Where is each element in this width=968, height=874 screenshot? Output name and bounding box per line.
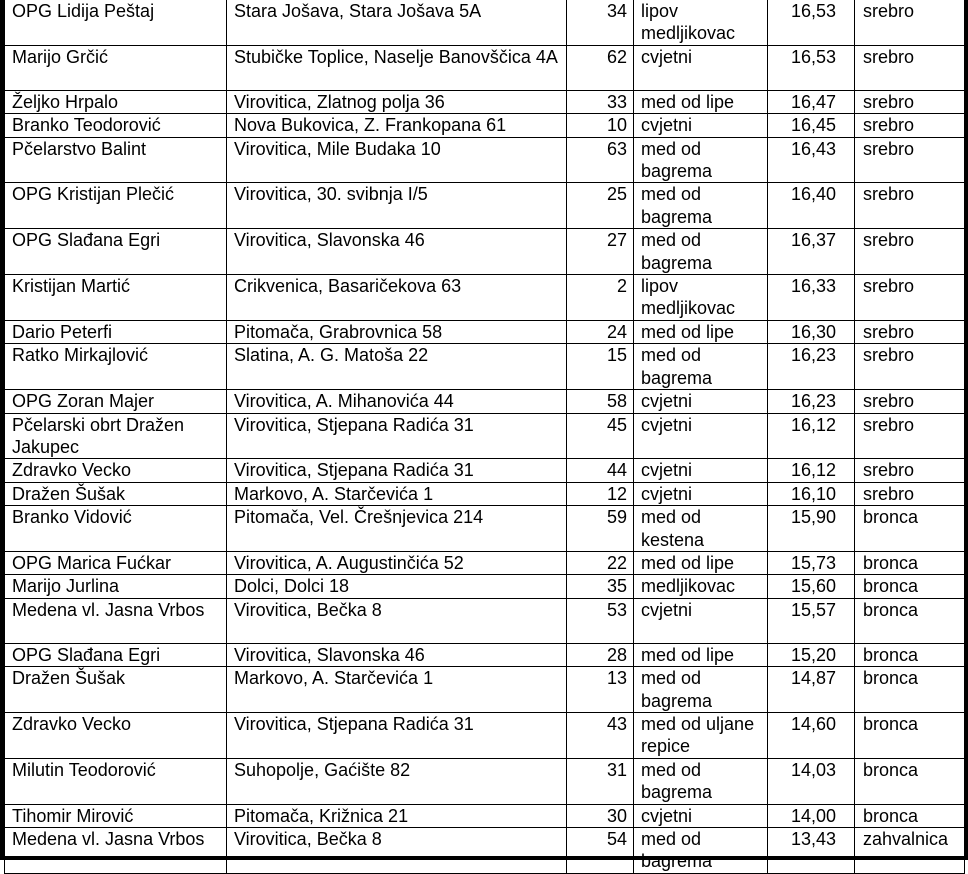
- address-cell: Virovitica, Bečka 8: [227, 598, 567, 643]
- exhibitor-name-cell: Branko Teodorović: [5, 114, 227, 137]
- table-row: [5, 229, 965, 275]
- table-row: [5, 0, 965, 45]
- award-cell: srebro: [855, 229, 965, 275]
- address-cell: Virovitica, Stjepana Radića 31: [227, 413, 567, 459]
- address-cell: Virovitica, A. Augustinčića 52: [227, 551, 567, 574]
- table-row: [5, 643, 965, 666]
- sample-number-cell: 34: [567, 0, 634, 45]
- sample-number-cell: 58: [567, 390, 634, 413]
- award-cell: srebro: [855, 413, 965, 459]
- award-cell: bronca: [855, 804, 965, 827]
- score-cell: 16,23: [768, 390, 855, 413]
- results-table: [4, 0, 965, 874]
- honey-type-cell: cvjetni: [634, 45, 768, 90]
- sample-number-cell: 30: [567, 804, 634, 827]
- exhibitor-name-cell: OPG Lidija Peštaj: [5, 0, 227, 45]
- honey-type-cell: med od bagrema: [634, 828, 768, 874]
- award-cell: bronca: [855, 575, 965, 598]
- address-cell: Virovitica, Slavonska 46: [227, 229, 567, 275]
- address-cell: Dolci, Dolci 18: [227, 575, 567, 598]
- honey-type-cell: cvjetni: [634, 598, 768, 643]
- table-row: [5, 551, 965, 574]
- sample-number-cell: 25: [567, 183, 634, 229]
- score-cell: 14,60: [768, 712, 855, 758]
- sample-number-cell: 54: [567, 828, 634, 874]
- award-cell: srebro: [855, 390, 965, 413]
- honey-type-cell: med od bagrema: [634, 183, 768, 229]
- exhibitor-name-cell: Tihomir Mirović: [5, 804, 227, 827]
- award-cell: srebro: [855, 90, 965, 113]
- award-cell: srebro: [855, 0, 965, 45]
- award-cell: bronca: [855, 598, 965, 643]
- sample-number-cell: 53: [567, 598, 634, 643]
- score-cell: 14,00: [768, 804, 855, 827]
- sample-number-cell: 13: [567, 667, 634, 713]
- score-cell: 16,37: [768, 229, 855, 275]
- sample-number-cell: 33: [567, 90, 634, 113]
- table-row: [5, 275, 965, 321]
- exhibitor-name-cell: Dražen Šušak: [5, 667, 227, 713]
- address-cell: Slatina, A. G. Matoša 22: [227, 344, 567, 390]
- exhibitor-name-cell: Milutin Teodorović: [5, 758, 227, 804]
- sample-number-cell: 31: [567, 758, 634, 804]
- score-cell: 14,03: [768, 758, 855, 804]
- sample-number-cell: 28: [567, 643, 634, 666]
- sample-number-cell: 43: [567, 712, 634, 758]
- score-cell: 16,23: [768, 344, 855, 390]
- honey-type-cell: med od lipe: [634, 90, 768, 113]
- honey-type-cell: med od kestena: [634, 506, 768, 552]
- score-cell: 16,45: [768, 114, 855, 137]
- exhibitor-name-cell: Pčelarstvo Balint: [5, 137, 227, 183]
- award-cell: zahvalnica: [855, 828, 965, 874]
- sample-number-cell: 62: [567, 45, 634, 90]
- exhibitor-name-cell: OPG Slađana Egri: [5, 643, 227, 666]
- sample-number-cell: 44: [567, 459, 634, 482]
- address-cell: Virovitica, Mile Budaka 10: [227, 137, 567, 183]
- exhibitor-name-cell: Branko Vidović: [5, 506, 227, 552]
- honey-type-cell: med od lipe: [634, 551, 768, 574]
- sample-number-cell: 12: [567, 482, 634, 505]
- table-row: [5, 506, 965, 552]
- award-cell: srebro: [855, 344, 965, 390]
- table-row: [5, 828, 965, 874]
- table-row: [5, 413, 965, 459]
- table-row: [5, 137, 965, 183]
- award-cell: bronca: [855, 712, 965, 758]
- exhibitor-name-cell: OPG Kristijan Plečić: [5, 183, 227, 229]
- table-row: [5, 667, 965, 713]
- honey-type-cell: cvjetni: [634, 459, 768, 482]
- exhibitor-name-cell: Ratko Mirkajlović: [5, 344, 227, 390]
- sample-number-cell: 63: [567, 137, 634, 183]
- address-cell: Virovitica, Stjepana Radića 31: [227, 712, 567, 758]
- score-cell: 15,20: [768, 643, 855, 666]
- award-cell: srebro: [855, 459, 965, 482]
- address-cell: Pitomača, Grabrovnica 58: [227, 320, 567, 343]
- score-cell: 16,12: [768, 413, 855, 459]
- table-row: [5, 758, 965, 804]
- honey-type-cell: lipov medljikovac: [634, 275, 768, 321]
- honey-type-cell: cvjetni: [634, 482, 768, 505]
- table-row: [5, 45, 965, 90]
- award-cell: bronca: [855, 506, 965, 552]
- table-row: [5, 183, 965, 229]
- address-cell: Nova Bukovica, Z. Frankopana 61: [227, 114, 567, 137]
- sample-number-cell: 35: [567, 575, 634, 598]
- sample-number-cell: 27: [567, 229, 634, 275]
- sample-number-cell: 15: [567, 344, 634, 390]
- sample-number-cell: 24: [567, 320, 634, 343]
- exhibitor-name-cell: Medena vl. Jasna Vrbos: [5, 598, 227, 643]
- exhibitor-name-cell: Dražen Šušak: [5, 482, 227, 505]
- address-cell: Virovitica, A. Mihanovića 44: [227, 390, 567, 413]
- address-cell: Suhopolje, Gaćište 82: [227, 758, 567, 804]
- award-cell: srebro: [855, 275, 965, 321]
- award-cell: srebro: [855, 320, 965, 343]
- address-cell: Pitomača, Vel. Črešnjevica 214: [227, 506, 567, 552]
- score-cell: 15,90: [768, 506, 855, 552]
- table-row: [5, 712, 965, 758]
- honey-type-cell: cvjetni: [634, 114, 768, 137]
- score-cell: 16,40: [768, 183, 855, 229]
- score-cell: 16,43: [768, 137, 855, 183]
- table-row: [5, 390, 965, 413]
- table-row: [5, 90, 965, 113]
- honey-type-cell: med od lipe: [634, 320, 768, 343]
- exhibitor-name-cell: Marijo Jurlina: [5, 575, 227, 598]
- address-cell: Virovitica, Stjepana Radića 31: [227, 459, 567, 482]
- table-row: [5, 114, 965, 137]
- honey-type-cell: med od lipe: [634, 643, 768, 666]
- exhibitor-name-cell: Pčelarski obrt Dražen Jakupec: [5, 413, 227, 459]
- score-cell: 16,47: [768, 90, 855, 113]
- honey-type-cell: cvjetni: [634, 390, 768, 413]
- exhibitor-name-cell: Željko Hrpalo: [5, 90, 227, 113]
- table-row: [5, 344, 965, 390]
- table-row: [5, 482, 965, 505]
- address-cell: Crikvenica, Basaričekova 63: [227, 275, 567, 321]
- award-cell: srebro: [855, 183, 965, 229]
- sample-number-cell: 22: [567, 551, 634, 574]
- exhibitor-name-cell: Zdravko Vecko: [5, 712, 227, 758]
- honey-type-cell: med od uljane repice: [634, 712, 768, 758]
- exhibitor-name-cell: Medena vl. Jasna Vrbos: [5, 828, 227, 874]
- sample-number-cell: 59: [567, 506, 634, 552]
- score-cell: 16,30: [768, 320, 855, 343]
- award-cell: bronca: [855, 643, 965, 666]
- score-cell: 16,12: [768, 459, 855, 482]
- exhibitor-name-cell: Zdravko Vecko: [5, 459, 227, 482]
- score-cell: 16,53: [768, 0, 855, 45]
- address-cell: Virovitica, 30. svibnja I/5: [227, 183, 567, 229]
- table-row: [5, 804, 965, 827]
- table-row: [5, 320, 965, 343]
- table-row: [5, 598, 965, 643]
- address-cell: Markovo, A. Starčevića 1: [227, 482, 567, 505]
- score-cell: 15,57: [768, 598, 855, 643]
- award-cell: bronca: [855, 667, 965, 713]
- address-cell: Virovitica, Zlatnog polja 36: [227, 90, 567, 113]
- award-cell: srebro: [855, 45, 965, 90]
- award-cell: bronca: [855, 551, 965, 574]
- address-cell: Virovitica, Bečka 8: [227, 828, 567, 874]
- sample-number-cell: 45: [567, 413, 634, 459]
- score-cell: 15,60: [768, 575, 855, 598]
- honey-type-cell: med od bagrema: [634, 229, 768, 275]
- sample-number-cell: 2: [567, 275, 634, 321]
- honey-type-cell: medljikovac: [634, 575, 768, 598]
- exhibitor-name-cell: OPG Slađana Egri: [5, 229, 227, 275]
- score-cell: 16,53: [768, 45, 855, 90]
- honey-type-cell: cvjetni: [634, 804, 768, 827]
- address-cell: Stubičke Toplice, Naselje Banovščica 4A: [227, 45, 567, 90]
- score-cell: 15,73: [768, 551, 855, 574]
- sample-number-cell: 10: [567, 114, 634, 137]
- award-cell: srebro: [855, 114, 965, 137]
- score-cell: 16,33: [768, 275, 855, 321]
- table-row: [5, 575, 965, 598]
- score-cell: 16,10: [768, 482, 855, 505]
- exhibitor-name-cell: OPG Marica Fućkar: [5, 551, 227, 574]
- honey-type-cell: med od bagrema: [634, 137, 768, 183]
- score-cell: 14,87: [768, 667, 855, 713]
- honey-type-cell: lipov medljikovac: [634, 0, 768, 45]
- honey-type-cell: med od bagrema: [634, 667, 768, 713]
- address-cell: Pitomača, Križnica 21: [227, 804, 567, 827]
- score-cell: 13,43: [768, 828, 855, 874]
- exhibitor-name-cell: Kristijan Martić: [5, 275, 227, 321]
- award-cell: srebro: [855, 482, 965, 505]
- address-cell: Stara Jošava, Stara Jošava 5A: [227, 0, 567, 45]
- results-table-body: [5, 0, 965, 873]
- honey-type-cell: med od bagrema: [634, 344, 768, 390]
- award-cell: bronca: [855, 758, 965, 804]
- honey-type-cell: med od bagrema: [634, 758, 768, 804]
- table-row: [5, 459, 965, 482]
- address-cell: Markovo, A. Starčevića 1: [227, 667, 567, 713]
- exhibitor-name-cell: Marijo Grčić: [5, 45, 227, 90]
- address-cell: Virovitica, Slavonska 46: [227, 643, 567, 666]
- exhibitor-name-cell: Dario Peterfi: [5, 320, 227, 343]
- award-cell: srebro: [855, 137, 965, 183]
- exhibitor-name-cell: OPG Zoran Majer: [5, 390, 227, 413]
- honey-type-cell: cvjetni: [634, 413, 768, 459]
